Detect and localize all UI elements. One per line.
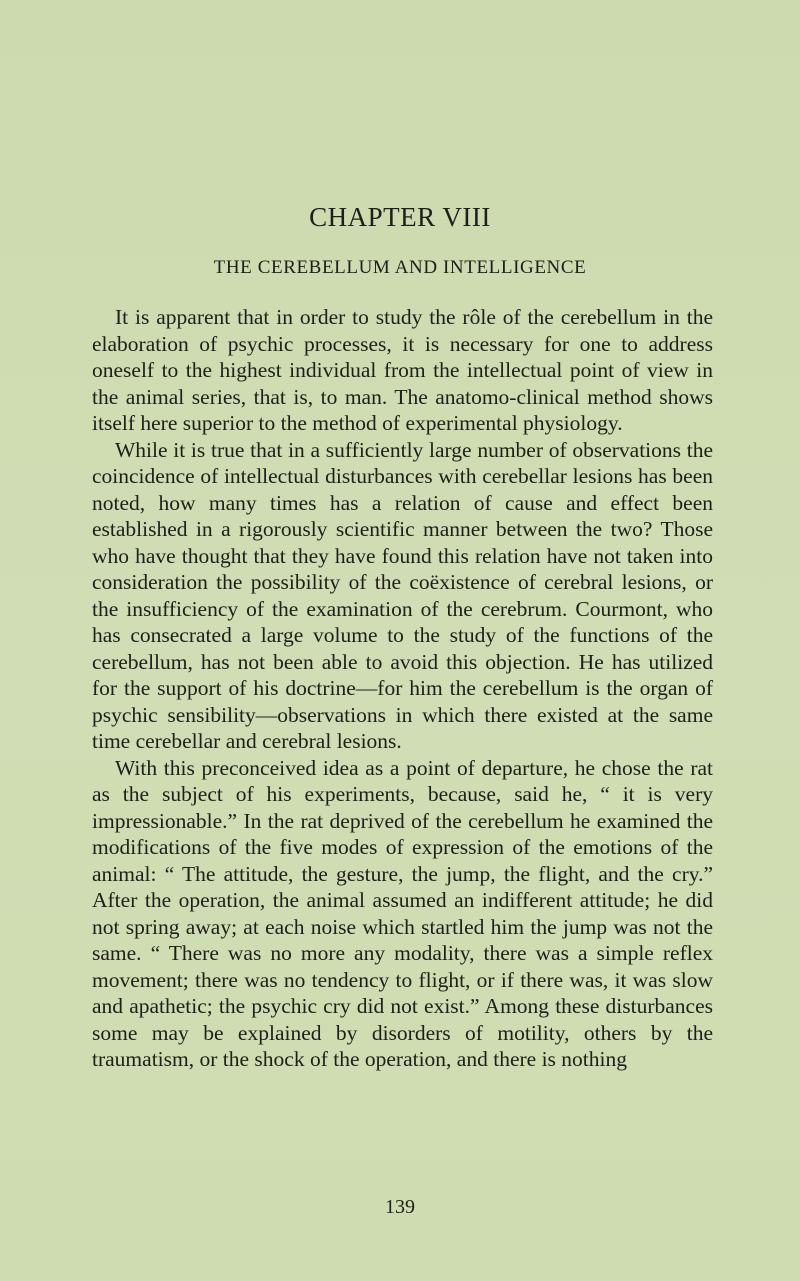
paragraph: It is apparent that in order to study the rôle of the cerebellum in the elaboration of psychic processes, it is necessary for one to address oneself to the highest individual from the intellectual point of view in the animal series, that is, to man. The anatomo-clinical method shows itself here superior to the method of experimental physiology.: [92, 305, 713, 435]
chapter-number: CHAPTER VIII: [309, 202, 491, 232]
page-number: 139: [385, 1196, 415, 1218]
chapter-title: THE CEREBELLUM AND INTELLIGENCE: [213, 257, 587, 278]
paragraph: With this preconceived idea as a point of departure, he chose the rat as the subject of his experiments, because, said he, “ it is very impressionable.” In the rat deprived of the cerebellum he examined the modifications of the five modes of expression of the emotions of the animal: “ The attitude, the gesture, the jump, the flight, and the cry.” After the operation, the animal assumed an indifferent attitude; he did not spring away; at each noise which startled him the jump was not the same. “ There was no more any modality, there was a simple reflex movement; there was no tendency to flight, or if there was, it was slow and apathetic; the psychic cry did not exist.” Among these disturbances some may be explained by disorders of motility, others by the traumatism, or the shock of the operation, and there is nothing: [92, 755, 713, 1071]
paragraph: While it is true that in a sufficiently large number of observations the coincidence of intellectual disturbances with cerebellar lesions has been noted, how many times has a relation of cause and effect been established in a rigorously scientific manner between the two? Those who have thought that they have found this relation have not taken into consideration the possibility of the coëxistence of cerebral lesions, or the insufficiency of the examination of the cerebrum. Courmont, who has consecrated a large volume to the study of the functions of the cerebellum, has not been able to avoid this objection. He has utilized for the support of his doctrine—for him the cerebellum is the organ of psychic sensibility—observations in which there existed at the same time cerebellar and cerebral lesions.: [92, 437, 713, 753]
body-text: [92, 304, 713, 1073]
